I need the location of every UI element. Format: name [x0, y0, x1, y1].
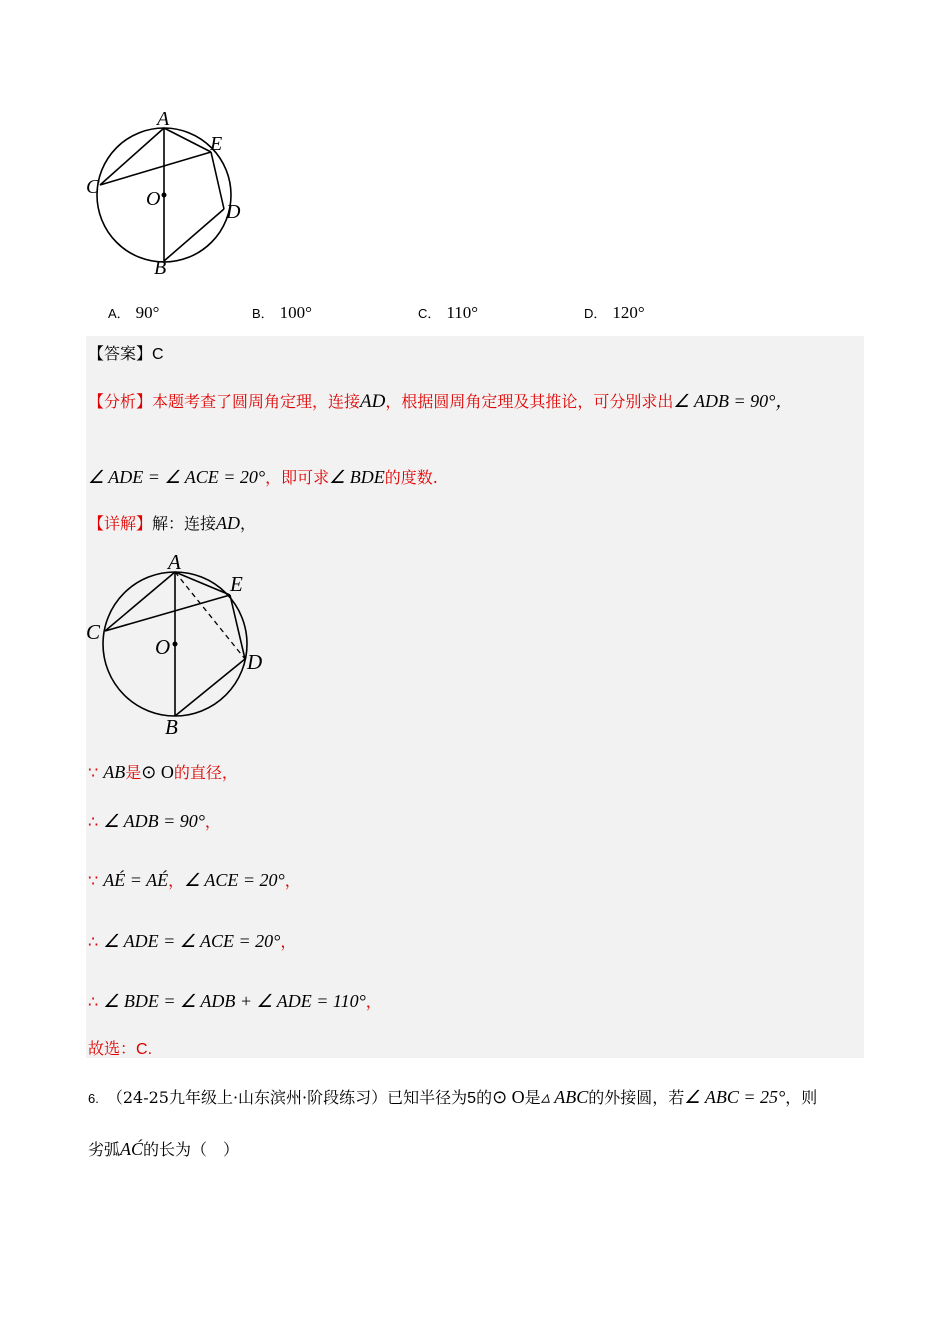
figure-1: [80, 108, 260, 280]
choice-value: 120°: [612, 303, 645, 322]
triangle-symbol: ▵ ABC: [540, 1087, 589, 1107]
choice-value: 90°: [135, 303, 160, 322]
step-6-val: C.: [136, 1041, 153, 1058]
circle-symbol: ⊙ O: [492, 1087, 525, 1107]
label-o: O: [155, 635, 171, 659]
detail-line: [88, 511, 256, 534]
choice-c[interactable]: [418, 303, 478, 323]
step-2: [88, 809, 221, 832]
choice-letter: C．: [418, 306, 441, 321]
step-4-eq: ∠ ADE = ∠ ACE = 20°: [103, 931, 281, 951]
choice-b[interactable]: [252, 303, 312, 323]
radius-value: 5: [467, 1090, 477, 1107]
analysis-tag: 【分析】: [88, 392, 153, 411]
label-c: C: [86, 176, 100, 198]
step-2-eq: ∠ ADB = 90°: [103, 811, 205, 831]
analysis-eq-2: ∠ ADE = ∠ ACE = 20°: [88, 467, 266, 487]
label-e: E: [210, 133, 223, 155]
step-3-tail: ，: [284, 871, 301, 890]
question-number: 6.: [88, 1091, 99, 1106]
step-5-eq: ∠ BDE = ∠ ADB + ∠ ADE = 110°: [103, 991, 366, 1011]
segment-ae: [175, 572, 230, 595]
analysis-line-1: [88, 387, 793, 413]
choice-letter: D．: [584, 306, 607, 321]
step-5: [88, 989, 382, 1012]
detail-seg: AD: [216, 513, 241, 533]
detail-tag: 【详解】: [88, 514, 153, 533]
question-6-line-1: [88, 1085, 817, 1108]
step-1: [88, 760, 238, 783]
analysis-eq-1: ∠ ADB = 90°，: [673, 391, 794, 411]
question-text-2: 是: [524, 1088, 541, 1107]
choice-letter: A．: [108, 306, 130, 321]
question-text-6: 的长为（ ）: [143, 1140, 240, 1159]
label-e: E: [230, 572, 243, 596]
center-dot: [173, 642, 178, 647]
analysis-text-4: 的度数.: [384, 468, 438, 487]
step-1-c: ⊙ O: [141, 762, 174, 782]
question-source: （24-25九年级上·山东滨州·阶段练习）已知半径为: [106, 1088, 468, 1107]
choice-d[interactable]: [584, 303, 645, 323]
step-4-tail: ，: [280, 932, 297, 951]
choice-letter: B．: [252, 306, 274, 321]
label-b: B: [154, 257, 167, 279]
step-6: [88, 1036, 152, 1059]
label-d: D: [247, 650, 263, 674]
step-1-b: 是: [125, 763, 142, 782]
step-6-text: 故选：: [88, 1039, 137, 1058]
label-o: O: [146, 188, 161, 210]
step-1-d: 的直径，: [173, 763, 238, 782]
label-c: C: [86, 620, 101, 644]
answer-tag: 【答案】: [88, 344, 153, 363]
segment-ce: [100, 152, 211, 185]
answer-line: [88, 341, 164, 364]
step-3-eq-2: ∠ ACE = 20°: [184, 870, 285, 890]
choice-a[interactable]: [108, 303, 159, 323]
choice-value: 110°: [446, 303, 479, 322]
question-text-4: ，则: [785, 1088, 818, 1107]
center-dot: [162, 193, 167, 198]
figure-2: [80, 548, 280, 743]
question-text-3: 的外接圆，若: [588, 1088, 685, 1107]
label-d: D: [226, 201, 241, 223]
analysis-text-1: 本题考查了圆周角定理，连接: [152, 392, 361, 411]
step-symbol: ∵: [88, 871, 104, 890]
segment-ce: [105, 595, 230, 631]
question-text-5: 劣弧: [88, 1140, 121, 1159]
label-a: A: [168, 550, 181, 574]
step-symbol: ∴: [88, 932, 104, 951]
step-symbol: ∴: [88, 812, 104, 831]
step-symbol: ∴: [88, 992, 104, 1011]
label-a: A: [157, 108, 170, 130]
arc-symbol: AĆ: [120, 1139, 144, 1159]
step-symbol: ∵: [88, 763, 104, 782]
label-b: B: [165, 715, 178, 739]
detail-tail: ，: [240, 514, 257, 533]
angle-equation: ∠ ABC = 25°: [684, 1087, 786, 1107]
analysis-eq-3: ∠ BDE: [329, 467, 385, 487]
analysis-text-2: ，根据圆周角定理及其推论，可分别求出: [385, 392, 674, 411]
detail-text: 解：连接: [152, 514, 217, 533]
step-3-mid: ，: [168, 871, 185, 890]
step-4: [88, 929, 296, 952]
analysis-seg: AD: [360, 391, 386, 412]
answer-value: C: [152, 346, 164, 363]
analysis-line-2: [88, 465, 438, 488]
step-5-tail: ，: [365, 992, 382, 1011]
step-2-tail: ，: [204, 812, 221, 831]
step-3-eq-1: AÉ = AÉ: [103, 870, 169, 890]
question-6-line-2: [88, 1137, 239, 1160]
analysis-text-3: ，即可求: [265, 468, 330, 487]
step-3: [88, 868, 301, 891]
choice-value: 100°: [279, 303, 312, 322]
segment-db: [164, 209, 224, 261]
step-1-a: AB: [103, 762, 126, 782]
question-text-1: 的: [476, 1088, 493, 1107]
